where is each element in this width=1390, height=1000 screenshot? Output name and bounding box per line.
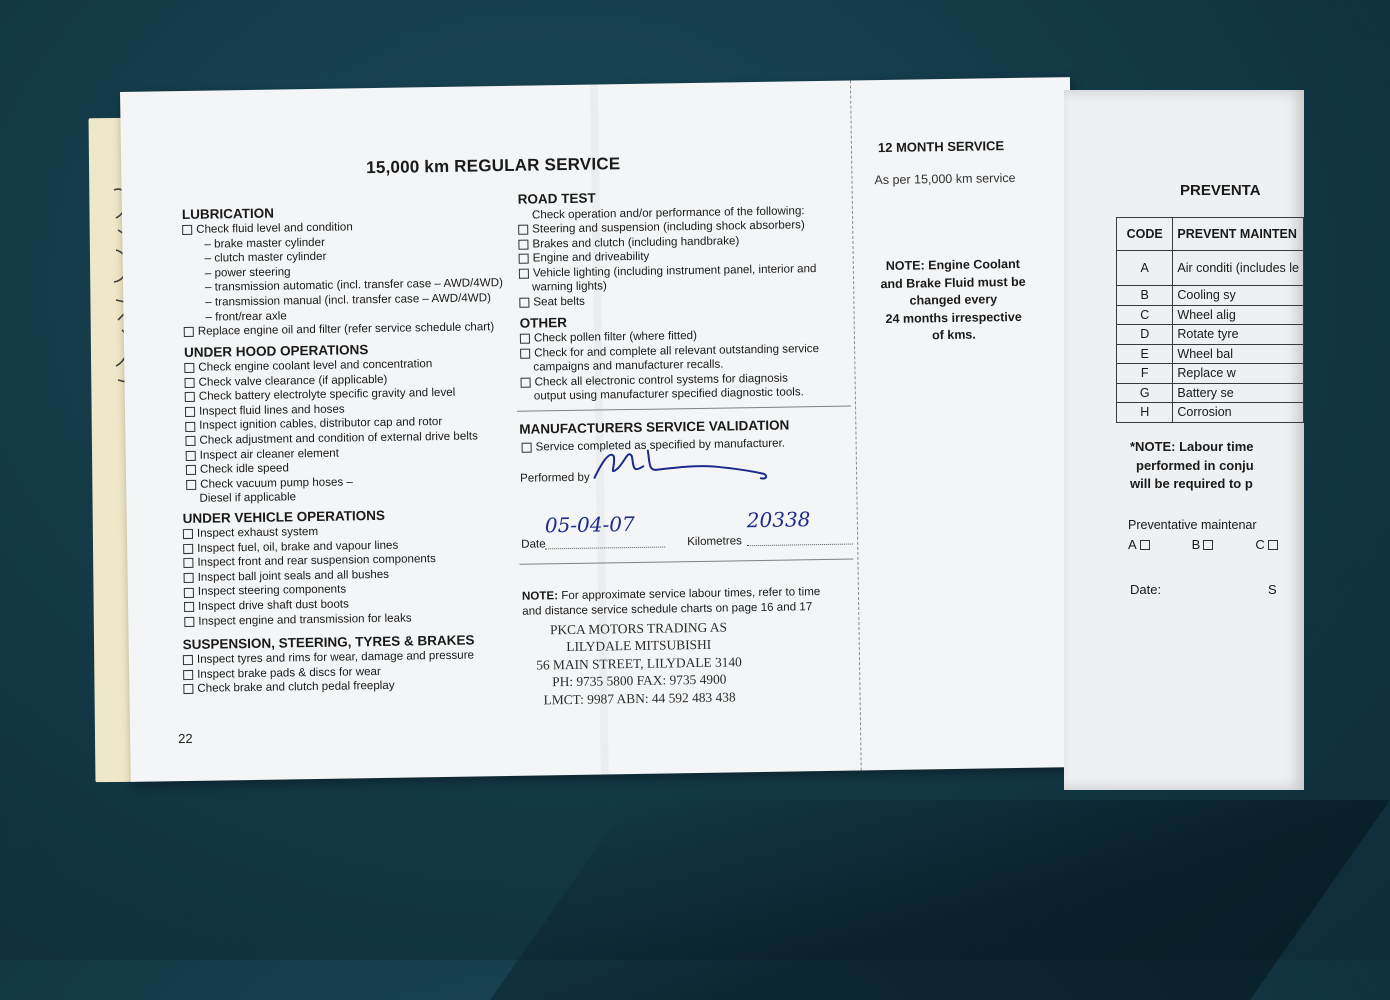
stamp-line: PKCA MOTORS TRADING AS: [549, 619, 728, 638]
table-row: [1117, 251, 1304, 286]
list-item: Inspect drive shaft dust boots: [197, 597, 349, 613]
checkbox[interactable]: [519, 269, 529, 279]
list-item: Check all electronic control systems for diagnosis: [534, 371, 788, 389]
table-header-row: [1117, 218, 1304, 251]
right-page-title: PREVENTA: [1180, 182, 1261, 199]
list-item: Inspect fluid lines and hoses: [198, 402, 345, 418]
list-item: – transmission manual (incl. transfer case – AWD/4WD): [205, 291, 492, 309]
suspension-list: [183, 649, 475, 697]
note-line: NOTE: Engine Coolant: [885, 256, 1020, 273]
checkbox[interactable]: [521, 378, 531, 388]
note-line: *NOTE: Labour time: [1130, 439, 1254, 454]
month-service-subtitle: As per 15,000 km service: [874, 170, 1016, 188]
list-item: warning lights): [532, 279, 607, 294]
performed-by-label: Performed by: [520, 470, 590, 485]
checkbox[interactable]: [185, 436, 195, 446]
validation-heading: MANUFACTURERS SERVICE VALIDATION: [519, 417, 790, 437]
checkbox[interactable]: [519, 298, 529, 308]
dealer-stamp: [523, 618, 754, 709]
right-date-label: Date:: [1130, 582, 1162, 597]
month-service-title: 12 MONTH SERVICE: [877, 138, 1005, 156]
dashed-divider: [850, 81, 862, 771]
checkbox[interactable]: [1140, 540, 1150, 550]
table-row: [1117, 403, 1304, 423]
checkbox[interactable]: [520, 348, 530, 358]
list-item: Inspect engine and transmission for leaks: [198, 611, 412, 628]
checkbox[interactable]: [185, 422, 195, 432]
list-item: Inspect exhaust system: [196, 524, 319, 540]
preventative-label: Preventative maintenar: [1128, 518, 1257, 532]
checkbox[interactable]: [184, 363, 194, 373]
desc-cell: Replace w: [1173, 364, 1304, 384]
option-label: A: [1128, 537, 1137, 552]
list-item: Check battery electrolyte specific gravity and level: [198, 385, 456, 403]
list-item: – power steering: [204, 265, 291, 280]
service-note-line1: NOTE: For approximate service labour times, refer to time: [521, 585, 821, 603]
stamp-line: LMCT: 9987 ABN: 44 592 483 438: [543, 689, 736, 708]
list-item: Inspect fuel, oil, brake and vapour lines: [197, 538, 399, 555]
desc-cell: Battery se: [1173, 383, 1304, 403]
divider: [517, 406, 851, 412]
checkbox[interactable]: [1203, 540, 1213, 550]
km-line: [747, 544, 853, 547]
checkbox[interactable]: [186, 465, 196, 475]
page-number: 22: [178, 730, 193, 747]
checkbox[interactable]: [522, 443, 532, 453]
left-page: [120, 77, 1081, 782]
option-label: C: [1255, 537, 1265, 552]
other-list: [520, 327, 820, 405]
checkbox[interactable]: [185, 407, 195, 417]
desk-shadow: [490, 800, 1390, 1000]
checkbox[interactable]: [183, 558, 193, 568]
list-item: – transmission automatic (incl. transfer case – AWD/4WD): [204, 276, 504, 295]
coolant-note: [873, 256, 1034, 346]
signature: [588, 440, 789, 487]
checkbox[interactable]: [184, 327, 194, 337]
list-item: Replace engine oil and filter (refer service schedule chart): [197, 320, 495, 338]
note-line: of kms.: [931, 327, 976, 343]
list-item: Vehicle lighting (including instrument panel, interior and: [532, 261, 817, 280]
checkbox[interactable]: [519, 254, 529, 264]
list-item: Check vacuum pump hoses –: [200, 475, 353, 491]
code-cell: G: [1117, 383, 1173, 403]
right-page: [1064, 90, 1304, 790]
desc-cell: Air conditi (includes le: [1173, 251, 1304, 286]
list-item: Inspect steering components: [197, 582, 347, 599]
note-line: performed in conju: [1136, 457, 1254, 473]
list-item: Inspect front and rear suspension components: [197, 552, 436, 570]
list-item: Inspect ball joint seals and all bushes: [197, 567, 390, 584]
list-item: – clutch master cylinder: [204, 249, 327, 265]
checkbox[interactable]: [184, 588, 194, 598]
desc-cell: Wheel alig: [1173, 305, 1304, 325]
note-line: changed every: [909, 292, 998, 308]
handwritten-kilometres: 20338: [746, 507, 811, 533]
list-item: – front/rear axle: [205, 308, 287, 324]
stamp-line: PH: 9735 5800 FAX: 9735 4900: [552, 671, 727, 690]
code-cell: D: [1117, 325, 1173, 345]
list-item: Inspect tyres and rims for wear, damage and pressure: [196, 648, 475, 666]
checkbox[interactable]: [186, 451, 196, 461]
checkbox[interactable]: [518, 239, 528, 249]
page-title: 15,000 km REGULAR SERVICE: [366, 154, 621, 178]
under-hood-heading: UNDER HOOD OPERATIONS: [183, 342, 369, 361]
service-note-line2: and distance service schedule charts on page 16 and 17: [522, 600, 813, 618]
lubrication-heading: LUBRICATION: [181, 205, 275, 223]
list-item: Inspect brake pads & discs for wear: [197, 664, 381, 681]
note-line: and Brake Fluid must be: [880, 274, 1026, 291]
list-item: Check for and complete all relevant outstanding service: [534, 341, 820, 360]
road-test-intro: Check operation and/or performance of the following:: [531, 204, 805, 222]
note-line: 24 months irrespective: [885, 309, 1022, 326]
table-row: [1117, 305, 1304, 325]
checkbox[interactable]: [183, 655, 193, 665]
list-item: Check valve clearance (if applicable): [198, 372, 388, 389]
desc-cell: Cooling sy: [1173, 286, 1304, 306]
maintenance-code-table: [1116, 217, 1304, 423]
list-item: Inspect ignition cables, distributor cap and rotor: [199, 415, 443, 433]
table-row: [1117, 344, 1304, 364]
checkbox[interactable]: [183, 670, 193, 680]
code-cell: F: [1117, 364, 1173, 384]
checkbox[interactable]: [185, 392, 195, 402]
table-row: [1117, 383, 1304, 403]
list-item: Check engine coolant level and concentration: [198, 357, 433, 374]
list-item: Check pollen filter (where fitted): [533, 328, 698, 345]
checkbox[interactable]: [184, 602, 194, 612]
road-test-list: [518, 218, 817, 310]
code-cell: E: [1117, 344, 1173, 364]
desc-cell: Rotate tyre: [1173, 325, 1304, 345]
checkbox[interactable]: [184, 617, 194, 627]
list-item: Diesel if applicable: [199, 490, 297, 506]
header-maintenance: PREVENT MAINTEN: [1173, 218, 1304, 251]
note-line: will be required to p: [1130, 476, 1253, 491]
abc-checkboxes: [1128, 537, 1282, 552]
checkbox[interactable]: [1268, 540, 1278, 550]
header-code: CODE: [1117, 218, 1173, 251]
checkbox[interactable]: [184, 573, 194, 583]
suspension-heading: SUSPENSION, STEERING, TYRES & BRAKES: [182, 632, 475, 653]
list-item: Inspect air cleaner element: [199, 446, 339, 462]
checkbox[interactable]: [183, 529, 193, 539]
checkbox[interactable]: [186, 480, 196, 490]
list-item: Seat belts: [533, 294, 586, 309]
stamp-line: 56 MAIN STREET, LILYDALE 3140: [536, 654, 742, 673]
table-row: [1117, 364, 1304, 384]
list-item: Steering and suspension (including shock absorbers): [532, 218, 805, 236]
lubrication-list: [182, 218, 504, 340]
stamp-line: LILYDALE MITSUBISHI: [566, 637, 712, 655]
option-label: B: [1191, 537, 1201, 552]
right-s-label: S: [1268, 582, 1277, 597]
list-item: Check idle speed: [199, 461, 289, 476]
desc-cell: Wheel bal: [1173, 344, 1304, 364]
checkbox[interactable]: [183, 684, 193, 694]
under-vehicle-heading: UNDER VEHICLE OPERATIONS: [182, 507, 386, 527]
kilometres-label: Kilometres: [687, 534, 742, 549]
handwritten-date: 05-04-07: [544, 511, 635, 538]
list-item: output using manufacturer specified diagnostic tools.: [533, 385, 804, 403]
date-label: Date: [521, 537, 546, 551]
code-cell: C: [1117, 305, 1173, 325]
code-cell: H: [1117, 403, 1173, 423]
list-item: campaigns and manufacturer recalls.: [533, 357, 724, 374]
list-item: Engine and driveability: [532, 249, 650, 265]
checkbox[interactable]: [184, 378, 194, 388]
checkbox[interactable]: [518, 225, 528, 235]
checkbox[interactable]: [182, 225, 192, 235]
under-vehicle-list: [183, 523, 437, 629]
table-row: [1117, 325, 1304, 345]
under-hood-list: [184, 356, 479, 507]
other-heading: OTHER: [519, 315, 568, 331]
checkbox[interactable]: [183, 544, 193, 554]
list-item: Check adjustment and condition of external drive belts: [199, 429, 478, 447]
list-item: Service completed as specified by manufacturer.: [535, 436, 786, 454]
list-item: – brake master cylinder: [204, 235, 325, 251]
list-item: Check brake and clutch pedal freeplay: [197, 678, 395, 696]
list-item: Check fluid level and condition: [196, 220, 353, 236]
labour-note: [1130, 438, 1254, 494]
code-cell: A: [1117, 251, 1173, 286]
desc-cell: Corrosion: [1173, 403, 1304, 423]
divider: [519, 559, 853, 565]
list-item: Brakes and clutch (including handbrake): [532, 233, 740, 251]
road-test-heading: ROAD TEST: [517, 190, 596, 207]
checkbox[interactable]: [520, 334, 530, 344]
code-cell: B: [1117, 286, 1173, 306]
table-row: [1117, 286, 1304, 306]
